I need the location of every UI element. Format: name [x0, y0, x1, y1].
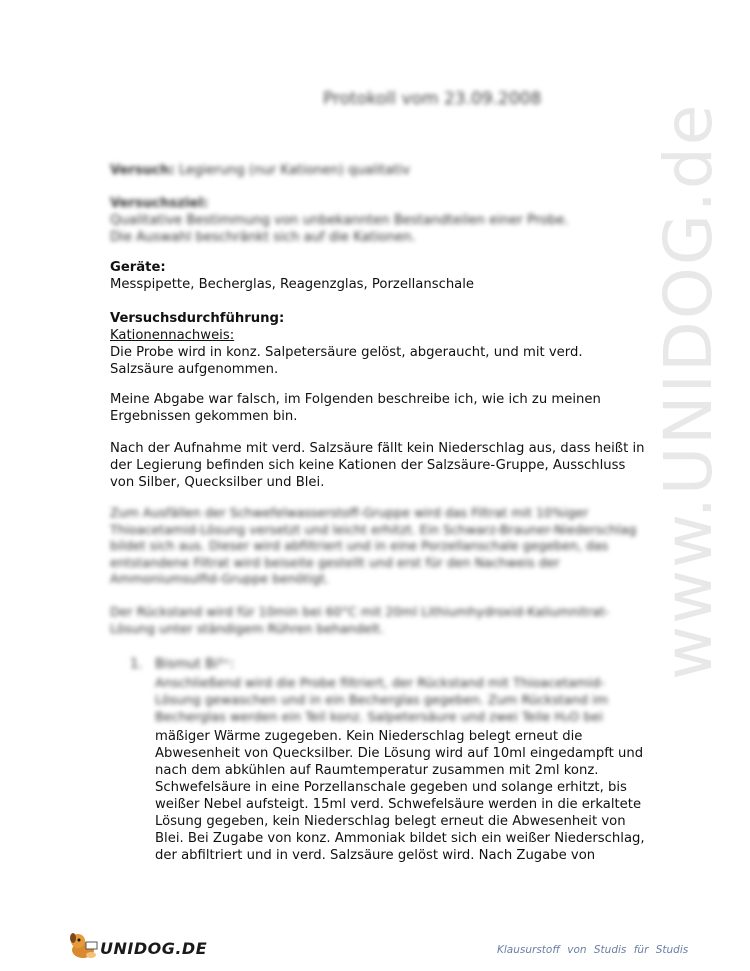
page-title: Protokoll vom 23.09.2008	[323, 89, 542, 109]
paragraph-5: Der Rückstand wird für 10min bei 60°C mit 20ml Lithiumhydroxid-Kaliumnitrat-Lösung unter ständigem Rühren behandelt.	[110, 604, 610, 636]
paragraph-1: Die Probe wird in konz. Salpetersäure gelöst, abgeraucht, und mit verd. Salzsäure aufgenommen.	[110, 345, 583, 377]
paragraph-4: Zum Ausfällen der Schwefelwasserstoff-Gruppe wird das Filtrat mit 10%iger Thioacetamid-Lösung versetzt und leicht erhitzt. Ein Schwarz-Brauner-Niederschlag bildet sich aus. Dieser wird abfiltriert und in eine Porzellanschale gegeben, das entstandene Filtrat wird beiseite gestellt und erst für den Nachweis der Ammoniumsulfid-Gruppe benötigt.	[110, 505, 637, 586]
versuchsziel-heading: Versuchsziel:	[110, 196, 209, 211]
versuch-label: Versuch:	[110, 163, 175, 178]
logo-text: UNIDOG.DE	[100, 939, 208, 958]
list-item-blurred-text: Anschließend wird die Probe filtriert, der Rückstand mit Thioacetamid-Lösung gewaschen und in ein Becherglas gegeben. Zum Rückstand im Becherglas werden ein Teil konz. Salpetersäure und zwei Teile H₂O bei	[155, 676, 609, 725]
footer-tagline: Klausurstoff von Studis für Studis	[497, 944, 689, 956]
watermark-text: www.UNIDOG.de	[650, 102, 727, 680]
durchfuehrung-heading: Versuchsdurchführung:	[110, 311, 285, 326]
geraete-section	[110, 259, 650, 293]
kationennachweis-subheading: Kationennachweis:	[110, 328, 235, 343]
geraete-heading: Geräte:	[110, 260, 166, 275]
versuchsziel-line-2: Die Auswahl beschränkt sich auf die Kationen.	[110, 230, 416, 245]
unidog-logo	[66, 928, 208, 964]
versuchsziel-section	[110, 195, 650, 246]
versuchsziel-line-1: Qualitative Bestimmung von unbekannten Bestandteilen einer Probe.	[110, 213, 569, 228]
list-item-number: 1.	[130, 657, 143, 672]
paragraph-2: Meine Abgabe war falsch, im Folgenden beschreibe ich, wie ich zu meinen Ergebnissen gekommen bin.	[110, 392, 601, 424]
dog-mascot-icon	[66, 928, 100, 962]
durchfuehrung-section	[110, 310, 650, 378]
list-item-heading: Bismut Bi³⁺:	[155, 657, 235, 672]
paragraph-3: Nach der Aufnahme mit verd. Salzsäure fällt kein Niederschlag aus, dass heißt in der Legierung befinden sich keine Kationen der Salzsäure-Gruppe, Ausschluss von Silber, Quecksilber und Blei.	[110, 441, 645, 490]
versuch-line	[110, 162, 650, 179]
list-item-text: mäßiger Wärme zugegeben. Kein Niederschlag belegt erneut die Abwesenheit von Quecksilber. Die Lösung wird auf 10ml eingedampft und nach dem abkühlen auf Raumtemperatur zusammen mit 2ml konz. Schwefelsäure in eine Porzellanschale gegeben und solange erhitzt, bis weißer Nebel aufsteigt. 15ml verd. Schwefelsäure werden in die erkaltete Lösung gegeben, kein Niederschlag belegt erneut die Abwesenheit von Blei. Bei Zugabe von konz. Ammoniak bildet sich ein weißer Niederschlag, der abfiltriert und in verd. Salzsäure gelöst wird. Nach Zugabe von	[155, 729, 645, 863]
versuch-text: Legierung (nur Kationen) qualitativ	[178, 163, 411, 178]
geraete-text: Messpipette, Becherglas, Reagenzglas, Porzellanschale	[110, 277, 475, 292]
